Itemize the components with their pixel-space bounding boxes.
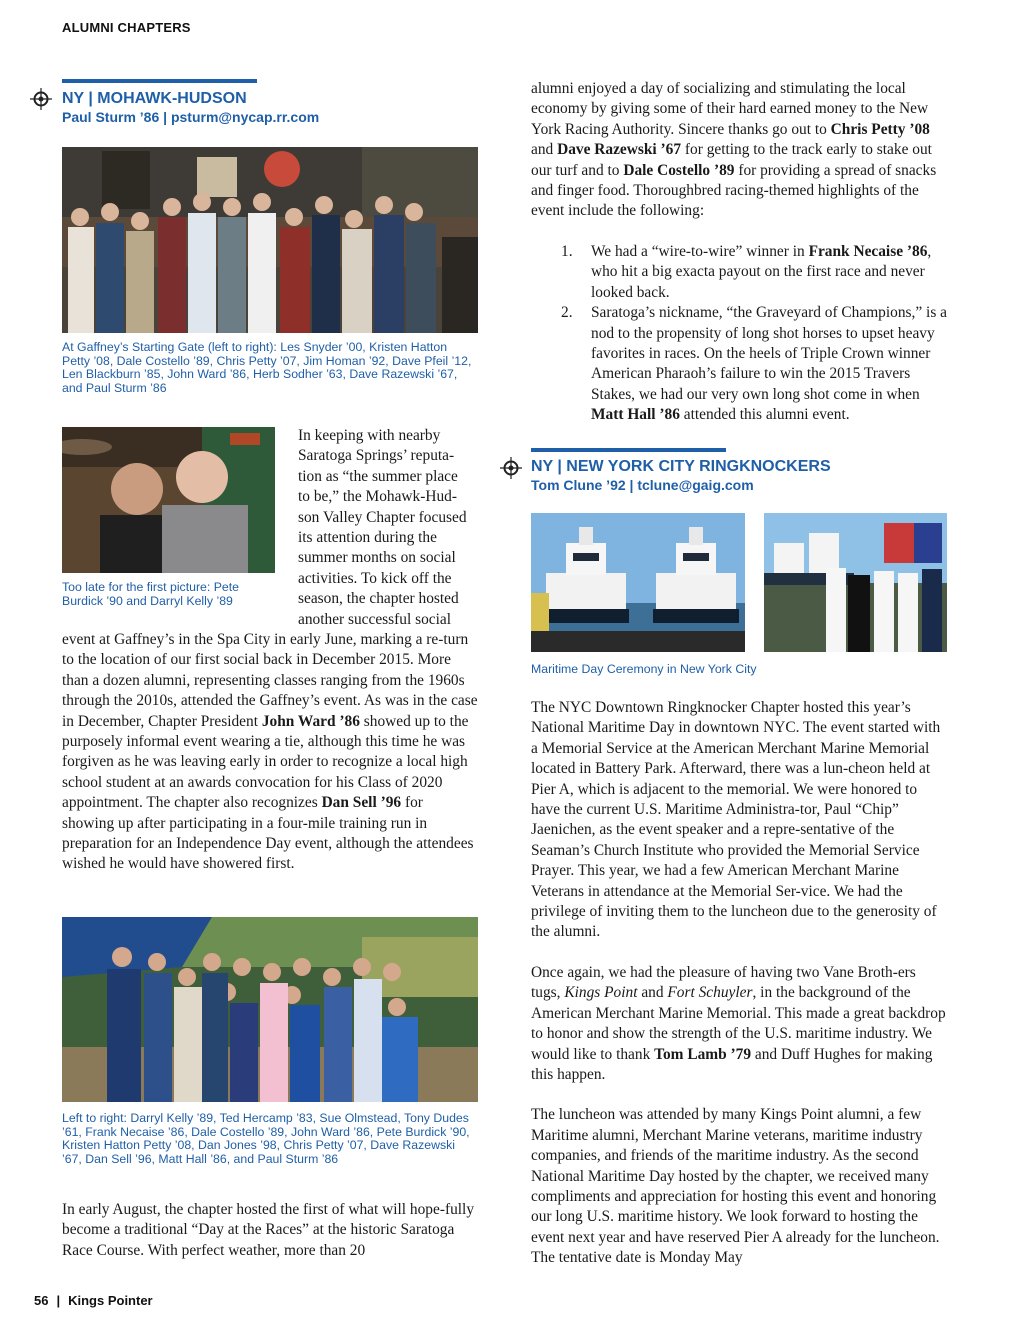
compass-icon [30,88,52,110]
text-line: another successful social [298,610,451,628]
list-number: 2. [561,304,573,322]
highlights-list [531,242,948,426]
tugboats-photo [531,513,745,652]
section-rule [62,79,257,83]
section-rule [531,448,726,452]
chapter-title: NY | NEW YORK CITY RINGKNOCKERS [531,458,831,475]
list-item: 2. Saratoga’s nickname, “the Graveyard of Champions,” is a nod to the propensity of long shot horses to upset heavy favorites in races. On the heels of Triple Crown winner American Pharaoh’s failure to win the 2015 Travers Stakes, we had our very own long shot come in when Matt Hall ’86 attended this alumni event. [561,304,948,424]
chapter-title: NY | MOHAWK-HUDSON [62,90,247,107]
magazine-name: Kings Pointer [68,1293,153,1308]
duo-photo [62,427,275,573]
list-number: 1. [561,243,573,260]
photo-caption-2: Too late for the first picture: Pete Burdick ’90 and Darryl Kelly ’89 [62,580,240,608]
chapter-contact: Tom Clune ’92 | tclune@gaig.com [531,477,754,493]
text-line: season, the chapter hosted [298,590,459,608]
honor-guard-photo [764,513,947,652]
list-item: 1. We had a “wire-to-wire” winner in Frank Necaise ’86, who hit a big exacta payout on the first race and never looked back. [561,243,932,301]
page-footer [34,1293,153,1308]
text-line: son Valley Chapter focused [298,508,467,526]
section-header: ALUMNI CHAPTERS [62,20,191,35]
photo-caption-1: At Gaffney’s Starting Gate (left to right): Les Snyder ’00, Kristen Hatton Petty ’08, Dale Costello ’89, Chris Petty ’07, Jim Homan ’92, Dave Pfeil ’12, Len Blackburn ’85, John Ward ’86, Herb Sodher ’63, Dave Razewski ’67, and Paul Sturm ’86 [62,340,472,395]
text-line: tion as “the summer place [298,467,458,485]
text-line: to be,” the Mohawk-Hud- [298,488,457,506]
text-line: its attention during the [298,529,437,547]
photo-caption-3: Left to right: Darryl Kelly ’89, Ted Hercamp ’83, Sue Olmstead, Tony Dudes ’61, Frank Necaise ’86, Dale Costello ’89, John Ward ’86, Pete Burdick ’90, Kristen Hatton Petty ’08, Dan Jones ’98, Chris Petty ’07, Dave Razewski ’67, Dan Sell ’96, Matt Hall ’86, and Paul Sturm ’86 [62,1111,470,1166]
group-photo-races [62,917,478,1102]
body-paragraph: event at Gaffney’s in the Spa City in early June, marking a re-turn to the location of our first social back in December 2015. More than a dozen alumni, representing classes ranging from the 1960s through the 2010s, attended the Gaffney’s event. As was in the case in December, Chapter President John Ward ’86 showed up to the purposely informal event wearing a tie, although this time he was forgiven as he was leaving early in order to recognize a local high school student at an awards convocation for his Class of 2020 appointment. The chapter also recognizes Dan Sell ’96 for showing up after participating in a four-mile training run in preparation for an Independence Day event, although the attendees wished he would have showered first. [62,631,478,873]
body-paragraph: The NYC Downtown Ringknocker Chapter hosted this year’s National Maritime Day in downtown NYC. The event started with a Memorial Service at the American Merchant Marine Memorial located in Battery Park. Afterward, there was a lun-cheon held at Pier A, which is adjacent to the memorial. We were honored to have the current U.S. Maritime Administra-tor, Paul “Chip” Jaenichen, as the event speaker and a repre-sentative of the Seaman’s Church Institute who provided the Memorial Service Prayer. This year, we had a few American Merchant Marine Veterans in attendance at the Memorial Ser-vice. We had the privilege of inviting them to the luncheon due to the generosity of the alumni. Once again, we had the pleasure of having two Vane Broth-ers tugs, Kings Point and Fort Schuyler, in the background of the American Merchant Marine Memorial. This made a great backdrop to honor and show the strength of the U.S. maritime industry. We would like to thank Tom Lamb ’79 and Duff Hughes for making this happen. The luncheon was attended by many Kings Point alumni, a few Maritime alumni, Merchant Marine veterans, maritime industry companies, and friends of the maritime industry. As the second National Maritime Day hosted by the chapter, we received many compliments and appreciation for hosting this event and honoring our long U.S. maritime history. We look forward to hosting the event next year and have reserved Pier A already for the luncheon. The tentative date is Monday May [531,699,946,1267]
wrap-text [298,426,478,630]
text-line: activities. To kick off the [298,569,452,587]
group-photo-gaffneys [62,147,478,333]
compass-icon [500,457,522,479]
text-line: Saratoga Springs’ reputa- [298,447,455,465]
footer-separator: | [56,1293,61,1308]
chapter-contact: Paul Sturm ’86 | psturm@nycap.rr.com [62,109,320,125]
text-line: summer months on social [298,549,456,567]
body-paragraph: alumni enjoyed a day of socializing and stimulating the local economy by giving some of their hard earned money to the New York Racing Authority. Sincere thanks go out to Chris Petty ’08 and Dave Razewski ’67 for getting to the track early to stake out our turf and to Dale Costello ’89 for providing a spread of snacks and finger food. Thoroughbred racing-themed highlights of the event include the following: [531,80,937,220]
body-paragraph: In early August, the chapter hosted the first of what will hope-fully become a traditional “Day at the Races” at the historic Saratoga Race Course. With perfect weather, more than 20 [62,1201,475,1259]
photo-caption-nyc: Maritime Day Ceremony in New York City [531,662,757,676]
page-number: 56 [34,1293,49,1308]
text-line: In keeping with nearby [298,427,441,444]
